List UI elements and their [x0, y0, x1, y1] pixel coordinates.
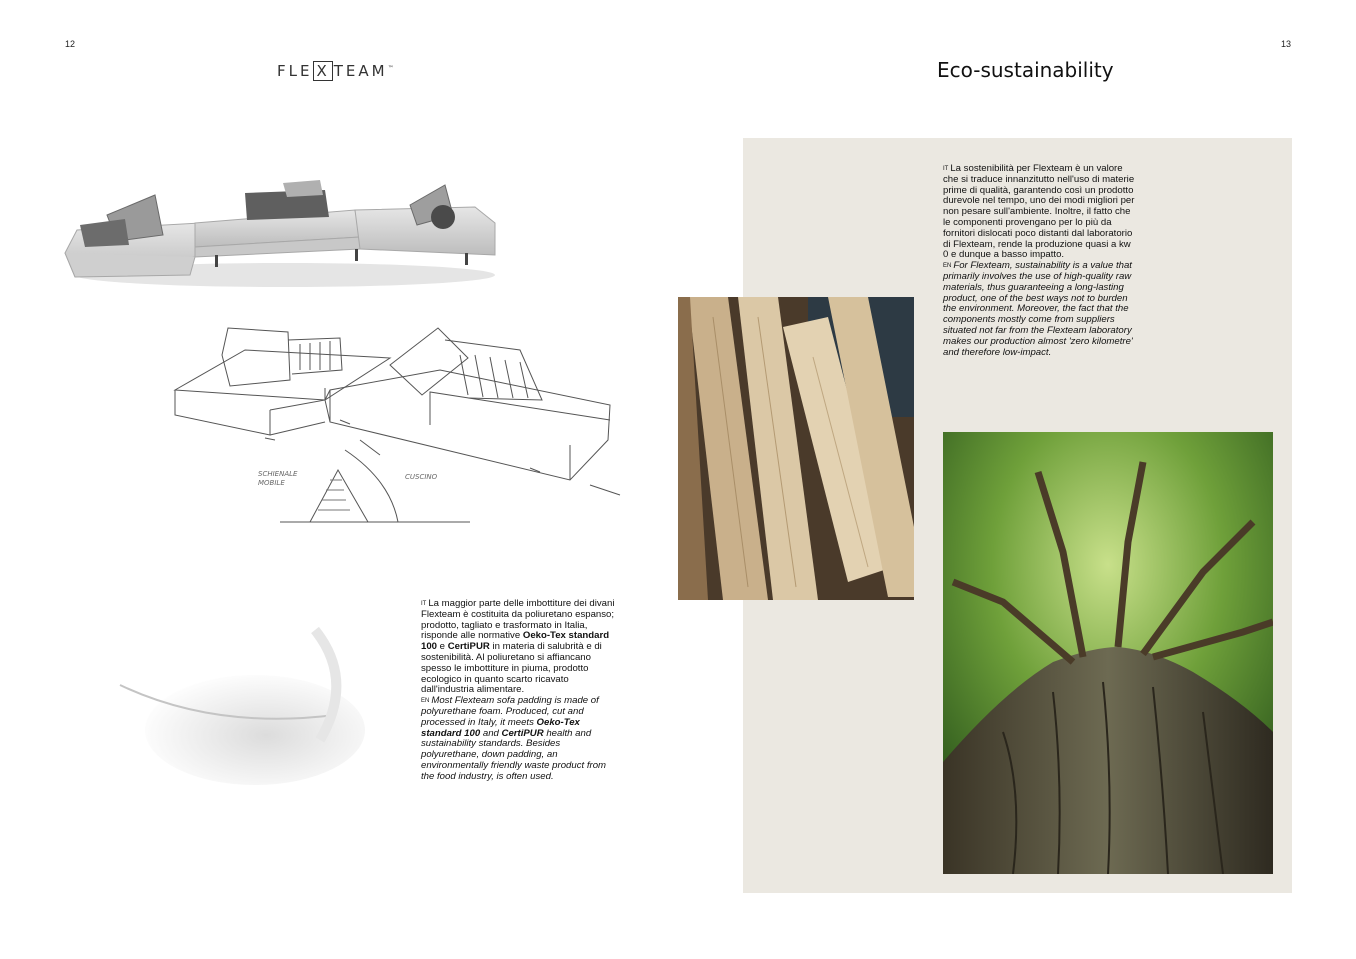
tree-photo — [943, 432, 1273, 874]
logo-trademark: ™ — [387, 65, 394, 72]
logo-boxed-letter: X — [313, 61, 332, 81]
padding-en-bold2: CertiPUR — [501, 727, 544, 739]
padding-it-bold1: Oeko-Tex standard 100 — [421, 630, 610, 653]
sofa-photo — [55, 175, 505, 295]
sofa-sketch-drawing — [150, 310, 660, 560]
padding-it-part1: La maggior parte delle imbottiture dei divani Flexteam è costituita da poliuretano espanso; prodotto, tagliato e trasformato in Italia, risponde alle normative — [421, 598, 615, 642]
sustain-text-it — [943, 164, 1138, 261]
feather-image — [115, 620, 365, 800]
sketch-label-right: CUSCINO — [405, 473, 438, 481]
padding-en-part2: health and sustainability standards. Besides polyurethane, down padding, an environmentally friendly waste product from the food industry, is often used. — [421, 727, 607, 782]
logo-text-post: TEAM — [333, 62, 388, 80]
brand-logo — [277, 62, 394, 80]
page-title: Eco-sustainability — [937, 58, 1114, 82]
lang-tag-it: IT — [421, 601, 427, 607]
lang-tag-en: EN — [421, 698, 430, 705]
wood-planks-photo — [678, 297, 914, 600]
lang-tag-it: IT — [943, 166, 949, 172]
sketch-label-left: SCHIENALE MOBILE — [258, 470, 298, 487]
padding-text-it — [421, 599, 616, 696]
page-number-left: 12 — [65, 39, 76, 49]
lang-tag-en: EN — [943, 263, 952, 270]
padding-it-part2: in materia di salubrità e di sostenibilità. Al poliuretano si affiancano spesso le imbottiture in piuma, prodotto ecologico in quanto scarto ricavato dall'industria alimentare. — [421, 641, 602, 696]
padding-text-block — [421, 599, 616, 783]
padding-en-mid: and — [480, 727, 502, 739]
logo-text-pre: FLE — [277, 62, 313, 80]
page-number-right: 13 — [1281, 39, 1292, 49]
padding-it-mid: e — [437, 641, 448, 653]
sustain-text-en — [943, 261, 1138, 358]
sustain-it-text: La sostenibilità per Flexteam è un valore che si traduce innanzitutto nell'uso di materie prime di qualità, garantendo così un prodotto durevole nel tempo, uno dei modi migliori per non pesare sull'ambiente. Inoltre, il fatto che le componenti provengano per lo più da fornitori dislocati poco distanti dal laboratorio di Flexteam, rende la produzione quasi a kw 0 e dunque a basso impatto. — [943, 163, 1135, 261]
padding-en-bold1: Oeko-Tex standard 100 — [421, 716, 580, 739]
padding-it-bold2: CertiPUR — [447, 641, 490, 653]
sustain-en-text: For Flexteam, sustainability is a value that primarily involves the use of high-quality raw materials, thus guaranteeing a long-lasting product, one of the best ways not to burden the environment. Moreover, the fact that the components mostly come from suppliers situated not far from the Flexteam laboratory makes our production almost 'zero kilometre' and therefore low-impact. — [943, 260, 1133, 358]
padding-en-part1: Most Flexteam sofa padding is made of polyurethane foam. Produced, cut and processed in Italy, it meets — [421, 695, 599, 728]
padding-text-en — [421, 696, 616, 782]
sustainability-text-block — [943, 164, 1138, 358]
